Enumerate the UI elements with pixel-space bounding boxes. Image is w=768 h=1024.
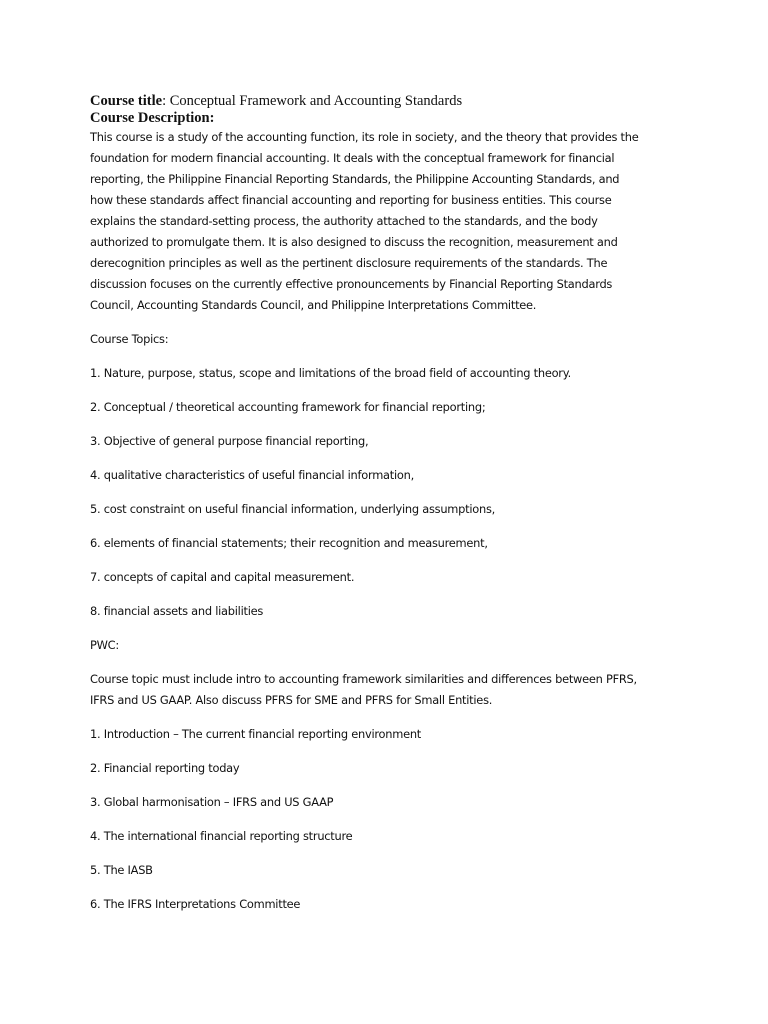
course-topic-item: 8. financial assets and liabilities [90,604,264,618]
pwc-note-line: Course topic must include intro to accounting framework similarities and differences between PFRS, [90,672,637,686]
course-topics-heading: Course Topics: [90,332,169,346]
description-line: derecognition principles as well as the pertinent disclosure requirements of the standards. The [90,256,608,270]
course-topic-item: 2. Conceptual / theoretical accounting framework for financial reporting; [90,400,486,414]
pwc-topic-item: 1. Introduction – The current financial reporting environment [90,727,422,741]
description-line: how these standards affect financial accounting and reporting for business entities. This course [90,193,612,207]
pwc-note [90,669,690,711]
course-description-body [90,127,690,915]
pwc-topic-item: 2. Financial reporting today [90,761,240,775]
course-topic-item: 3. Objective of general purpose financial reporting, [90,434,369,448]
pwc-topic-item: 6. The IFRS Interpretations Committee [90,897,301,911]
description-line: Council, Accounting Standards Council, and Philippine Interpretations Committee. [90,298,537,312]
course-title-value: : Conceptual Framework and Accounting Standards [162,93,463,109]
pwc-topic-item: 4. The international financial reporting structure [90,829,353,843]
course-topic-item: 5. cost constraint on useful financial information, underlying assumptions, [90,502,496,516]
pwc-topic-item: 3. Global harmonisation – IFRS and US GAAP [90,795,334,809]
description-line: discussion focuses on the currently effective pronouncements by Financial Reporting Standards [90,277,613,291]
pwc-note-line: IFRS and US GAAP. Also discuss PFRS for SME and PFRS for Small Entities. [90,693,493,707]
course-topic-item: 7. concepts of capital and capital measurement. [90,570,355,584]
course-topic-item: 1. Nature, purpose, status, scope and limitations of the broad field of accounting theory. [90,366,571,380]
course-topic-item: 4. qualitative characteristics of useful financial information, [90,468,414,482]
description-line: reporting, the Philippine Financial Reporting Standards, the Philippine Accounting Standards, and [90,172,620,186]
course-title-line [90,93,690,110]
pwc-heading: PWC: [90,638,119,652]
description-line: explains the standard-setting process, the authority attached to the standards, and the body [90,214,598,228]
description-line: foundation for modern financial accounting. It deals with the conceptual framework for financial [90,151,615,165]
course-description-heading: Course Description: [90,110,215,126]
description-paragraph [90,127,690,316]
pwc-topic-item: 5. The IASB [90,863,153,877]
description-line: This course is a study of the accounting function, its role in society, and the theory that provides the [90,130,639,144]
document-page [90,93,690,915]
course-title-label: Course title [90,93,163,109]
description-line: authorized to promulgate them. It is also designed to discuss the recognition, measurement and [90,235,618,249]
course-topic-item: 6. elements of financial statements; their recognition and measurement, [90,536,488,550]
